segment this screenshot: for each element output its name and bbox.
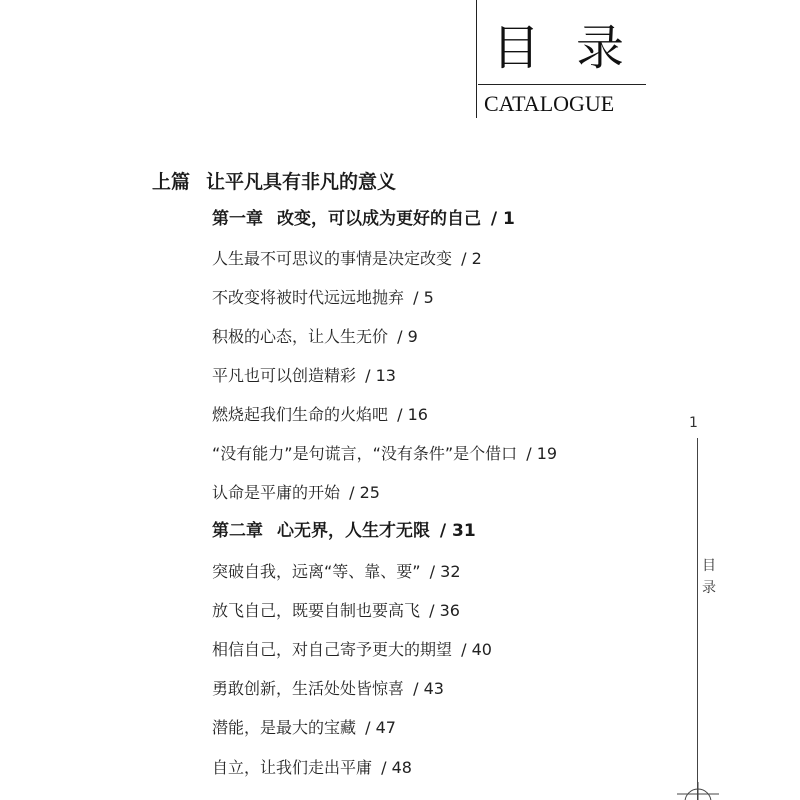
toc-chapter[interactable]	[212, 523, 476, 540]
section-page-number: / 36	[424, 601, 460, 620]
section-title: 不改变将被时代远远地抛弃	[212, 288, 405, 307]
margin-vertical-rule	[697, 438, 698, 800]
section-title: 放飞自己，既要自制也要高飞	[212, 601, 421, 620]
chapter-page-number: / 1	[485, 209, 515, 229]
toc-section[interactable]	[212, 603, 460, 619]
toc-section[interactable]	[212, 642, 492, 658]
section-page-number: / 43	[408, 679, 444, 698]
toc-section[interactable]	[212, 407, 428, 423]
chapter-title: 改变，可以成为更好的自己	[277, 209, 481, 229]
section-title: 突破自我，远离“等、靠、要”	[212, 562, 421, 581]
page-subtitle: CATALOGUE	[484, 91, 615, 116]
toc-section[interactable]	[212, 681, 444, 697]
section-page-number: / 32	[424, 562, 461, 581]
section-title: 积极的心态，让人生无价	[212, 327, 389, 346]
section-page-number: / 25	[344, 483, 380, 502]
section-page-number: / 19	[521, 444, 558, 463]
chapter-label: 第二章	[212, 521, 263, 541]
toc-chapter[interactable]	[212, 211, 515, 228]
section-title: 潜能，是最大的宝藏	[212, 718, 357, 737]
margin-section-label: 目录	[702, 558, 716, 596]
toc-section[interactable]	[212, 564, 461, 580]
section-title: 平凡也可以创造精彩	[212, 366, 357, 385]
toc-section[interactable]	[212, 368, 396, 384]
toc-section[interactable]	[212, 251, 482, 267]
toc-section[interactable]	[212, 446, 557, 462]
toc-section[interactable]	[212, 485, 380, 501]
section-title: 燃烧起我们生命的火焰吧	[212, 405, 389, 424]
margin-page-number: 1	[689, 415, 698, 431]
section-page-number: / 40	[456, 640, 492, 659]
toc-section[interactable]	[212, 290, 434, 306]
chapter-page-number: / 31	[434, 521, 476, 541]
chapter-title: 心无界，人生才无限	[277, 521, 430, 541]
chapter-label: 第一章	[212, 209, 263, 229]
section-page-number: / 13	[360, 366, 396, 385]
section-title: 勇敢创新，生活处处皆惊喜	[212, 679, 405, 698]
page-title: 目录	[492, 20, 661, 76]
toc-section[interactable]	[212, 720, 396, 736]
toc-section[interactable]	[212, 760, 412, 776]
section-page-number: / 5	[408, 288, 434, 307]
section-page-number: / 2	[456, 249, 482, 268]
section-title: 自立，让我们走出平庸	[212, 758, 373, 777]
section-page-number: / 16	[392, 405, 428, 424]
section-title: 认命是平庸的开始	[212, 483, 341, 502]
toc-part	[152, 173, 396, 192]
section-title: 相信自己，对自己寄予更大的期望	[212, 640, 453, 659]
section-title: 人生最不可思议的事情是决定改变	[212, 249, 453, 268]
part-label: 上篇	[152, 171, 191, 193]
toc-section[interactable]	[212, 329, 418, 345]
section-title: “没有能力”是句谎言，“没有条件”是个借口	[212, 444, 518, 463]
part-title: 让平凡具有非凡的意义	[206, 171, 397, 193]
section-page-number: / 9	[392, 327, 418, 346]
section-page-number: / 47	[360, 718, 396, 737]
section-page-number: / 48	[376, 758, 412, 777]
margin-circle-ornament-icon	[677, 782, 719, 800]
